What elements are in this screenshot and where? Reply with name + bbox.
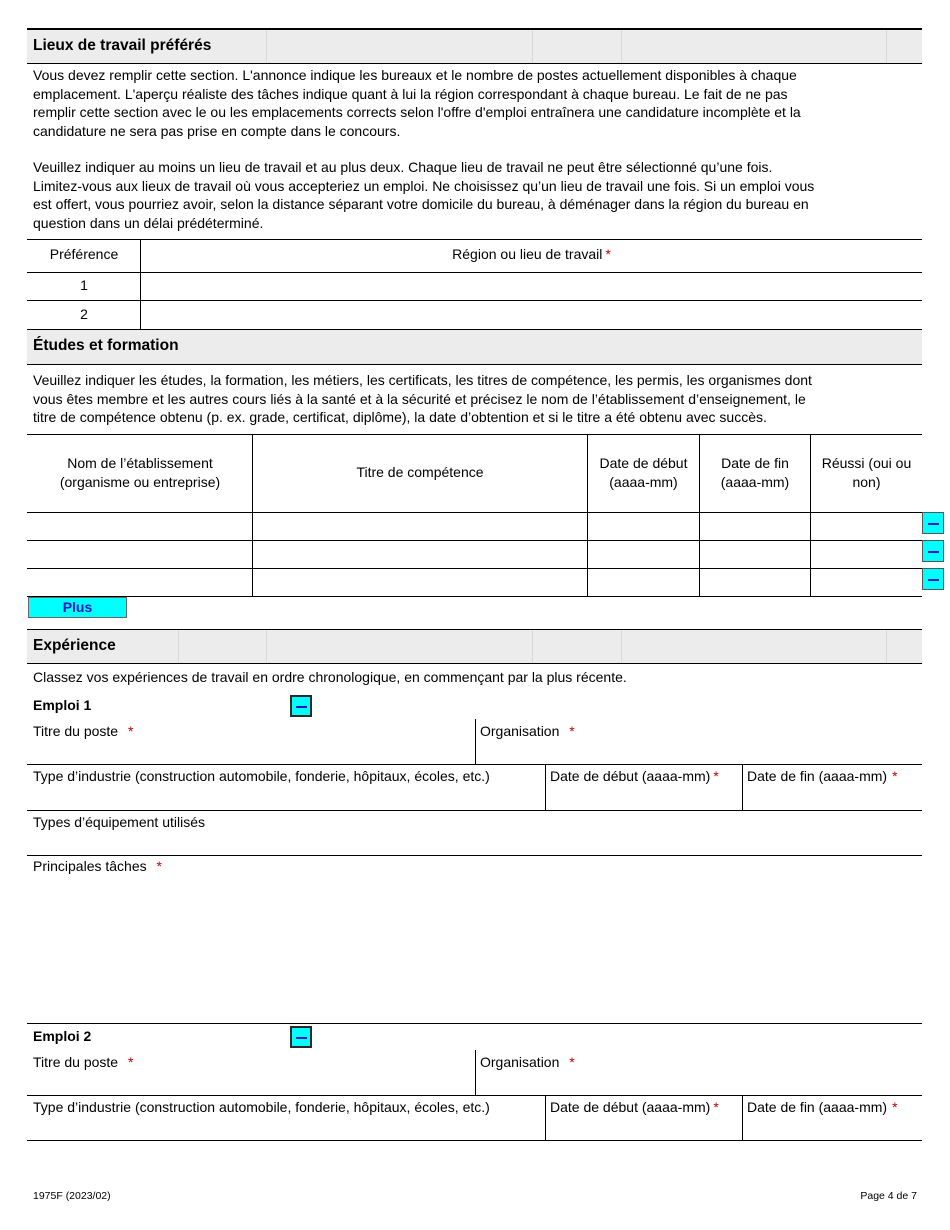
date-debut-input[interactable]: [546, 787, 741, 809]
organisation-input[interactable]: [476, 1072, 922, 1094]
section-title: Expérience: [33, 637, 116, 654]
organisation-input[interactable]: [476, 741, 922, 763]
field-label-date-debut: Date de début (aaaa-mm) *: [550, 1099, 719, 1115]
page-number: Page 4 de 7: [860, 1190, 917, 1202]
remove-row-button[interactable]: [922, 512, 944, 534]
field-label-date-fin: Date de fin (aaaa-mm) *: [747, 1099, 898, 1115]
industrie-input[interactable]: [28, 787, 544, 809]
etudes-instructions: Veuillez indiquer les études, la formation, les métiers, les certificats, les titres de compétence, les permis, les organismes dont vous êtes membre et les autres cours liés à la santé et à la sécurité et précisez le nom de l’établissement d’enseignement, le titre de compétence obtenu (p. ex. grade, certificat, diplôme), la date d’obtention et si le titre a été obtenu avec succès.: [33, 372, 812, 425]
col-header-region: Région ou lieu de travail *: [452, 246, 611, 262]
col-header-reussi: Réussi (oui ou non): [821, 455, 912, 490]
field-label-industrie: Type d’industrie (construction automobile, fonderie, hôpitaux, écoles, etc.): [33, 1099, 490, 1115]
minus-icon: [296, 706, 307, 708]
minus-icon: [928, 579, 939, 581]
field-label-date-fin: Date de fin (aaaa-mm) *: [747, 768, 898, 784]
field-label-titre: Titre du poste *: [33, 1054, 134, 1070]
titre-poste-input[interactable]: [28, 741, 474, 763]
emploi-heading: Emploi 2: [33, 1028, 92, 1044]
field-label-organisation: Organisation *: [480, 723, 575, 739]
remove-emploi-button[interactable]: [290, 695, 312, 717]
col-header-date-debut: Date de début (aaaa-mm): [599, 455, 688, 490]
minus-icon: [296, 1037, 307, 1039]
equipement-input[interactable]: [28, 832, 922, 854]
col-header-preference: Préférence: [49, 246, 119, 262]
date-fin-input[interactable]: [743, 1117, 922, 1139]
section-header-lieux: [27, 30, 922, 64]
field-label-equipement: Types d’équipement utilisés: [33, 814, 205, 830]
form-id: 1975F (2023/02): [33, 1190, 111, 1202]
remove-emploi-button[interactable]: [290, 1026, 312, 1048]
remove-row-button[interactable]: [922, 540, 944, 562]
section-title: Études et formation: [33, 337, 179, 354]
industrie-input[interactable]: [28, 1117, 544, 1139]
section-header-experience: [27, 630, 922, 664]
add-row-button[interactable]: Plus: [28, 597, 127, 618]
field-label-taches: Principales tâches *: [33, 858, 162, 874]
preference-number: 2: [80, 306, 88, 322]
lieux-instructions: Vous devez remplir cette section. L'annonce indique les bureaux et le nombre de postes actuellement disponibles à chaque emplacement. L'aperçu réaliste des tâches indique quant à lui la région correspondant à chaque bureau. Le fait de ne pas remplir cette section avec le ou les emplacements corrects selon l'offre d'emploi entraînera une candidature incomplète et la candidature ne sera pas prise en compte dans le concours. Veuillez indiquer au moins un lieu de travail et au plus deux. Chaque lieu de travail ne peut être sélectionné qu’une fois. Limitez-vous aux lieux de travail où vous accepteriez un emploi. Ne choisissez qu’un lieu de travail une fois. Si un emploi vous est offert, vous pourriez avoir, selon la distance séparant votre domicile du bureau, à déménager dans la région du bureau en question dans un délai prédéterminé.: [33, 67, 815, 231]
section-header-etudes: [27, 330, 922, 364]
preference-number: 1: [80, 277, 88, 293]
field-label-titre: Titre du poste *: [33, 723, 134, 739]
field-label-industrie: Type d’industrie (construction automobile, fonderie, hôpitaux, écoles, etc.): [33, 768, 490, 784]
taches-textarea[interactable]: [28, 877, 922, 1022]
remove-row-button[interactable]: [922, 568, 944, 590]
minus-icon: [928, 551, 939, 553]
emploi-heading: Emploi 1: [33, 697, 92, 713]
titre-poste-input[interactable]: [28, 1072, 474, 1094]
col-header-date-fin: Date de fin (aaaa-mm): [720, 455, 790, 490]
field-label-date-debut: Date de début (aaaa-mm) *: [550, 768, 719, 784]
col-header-etablissement: Nom de l’établissement (organisme ou entreprise): [59, 455, 221, 490]
field-label-organisation: Organisation *: [480, 1054, 575, 1070]
col-header-titre: Titre de compétence: [356, 464, 484, 480]
date-debut-input[interactable]: [546, 1117, 741, 1139]
minus-icon: [928, 523, 939, 525]
region-field-2[interactable]: [141, 301, 922, 329]
region-field-1[interactable]: [141, 273, 922, 300]
experience-intro: Classez vos expériences de travail en ordre chronologique, en commençant par la plus récente.: [33, 669, 627, 685]
date-fin-input[interactable]: [743, 787, 922, 809]
section-title: Lieux de travail préférés: [33, 37, 212, 54]
